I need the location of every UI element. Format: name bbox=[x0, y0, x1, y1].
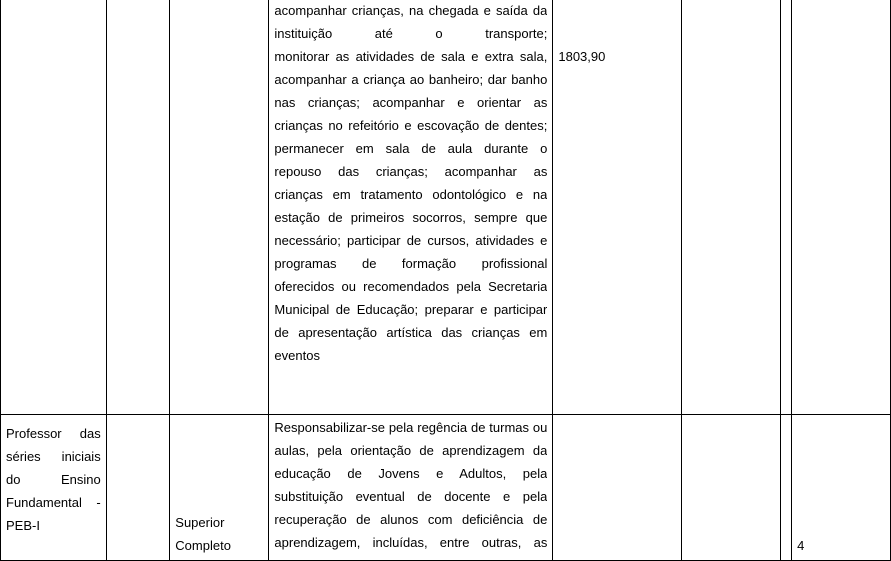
description-line: crianças em tratamento odontológico e na bbox=[274, 187, 548, 202]
description-line: Responsabilizar-se pela regência de turmas ou bbox=[274, 420, 548, 435]
description-cell bbox=[269, 415, 553, 561]
col7-cell bbox=[781, 415, 792, 561]
cargo-line: do Ensino bbox=[6, 472, 101, 487]
description-line: instituição até o transporte; bbox=[274, 26, 548, 41]
col8-cell bbox=[792, 0, 891, 415]
description-line: aprendizagem, incluídas, entre outras, as bbox=[274, 535, 548, 550]
description-line: nas crianças; acompanhar e orientar as bbox=[274, 95, 548, 110]
description-line: acompanhar crianças, na chegada e saída da bbox=[274, 3, 548, 18]
description-line: aulas, pela orientação de aprendizagem da bbox=[274, 443, 548, 458]
vagas-cell bbox=[106, 415, 170, 561]
description-line: necessário; participar de cursos, atividades e bbox=[274, 233, 548, 248]
escolaridade-cell bbox=[170, 415, 269, 561]
cargo-line: Fundamental - bbox=[6, 495, 101, 510]
description-line: eventos bbox=[274, 348, 320, 363]
description-line: monitorar as atividades de sala e extra sala, bbox=[274, 49, 548, 64]
description-line: permanecer em sala de aula durante o bbox=[274, 141, 548, 156]
table-row bbox=[1, 415, 891, 561]
vagas-cell bbox=[106, 0, 170, 415]
description-line: programas de formação profissional bbox=[274, 256, 548, 271]
description-line: educação de Jovens e Adultos, pela bbox=[274, 466, 548, 481]
col8-cell: 4 bbox=[792, 415, 891, 561]
description-line: acompanhar a criança ao banheiro; dar banho bbox=[274, 72, 548, 87]
col6-cell bbox=[682, 0, 781, 415]
table-row bbox=[1, 0, 891, 415]
cargo-line: PEB-I bbox=[6, 518, 40, 533]
cargo-cell bbox=[1, 415, 107, 561]
description-line: repouso das crianças; acompanhar as bbox=[274, 164, 548, 179]
description-line: recuperação de alunos com deficiência de bbox=[274, 512, 548, 527]
escolaridade-line: Completo bbox=[175, 538, 231, 553]
description-line: substituição eventual de docente e pela bbox=[274, 489, 548, 504]
cargo-line: séries iniciais bbox=[6, 449, 101, 464]
vencimento-cell: 1803,90 bbox=[553, 0, 682, 415]
escolaridade-line: Superior bbox=[175, 515, 225, 530]
description-cell bbox=[269, 0, 553, 415]
escolaridade-cell bbox=[170, 0, 269, 415]
vencimento-cell bbox=[553, 415, 682, 561]
cargo-line: Professor das bbox=[6, 426, 101, 441]
col7-cell bbox=[781, 0, 792, 415]
description-line: oferecidos ou recomendados pela Secretaria bbox=[274, 279, 548, 294]
description-line: estação de primeiros socorros, sempre que bbox=[274, 210, 548, 225]
col6-cell bbox=[682, 415, 781, 561]
description-line: de apresentação artística das crianças em bbox=[274, 325, 548, 340]
description-line: Municipal de Educação; preparar e participar bbox=[274, 302, 548, 317]
description-line: crianças no refeitório e escovação de dentes; bbox=[274, 118, 548, 133]
cargo-cell bbox=[1, 0, 107, 415]
